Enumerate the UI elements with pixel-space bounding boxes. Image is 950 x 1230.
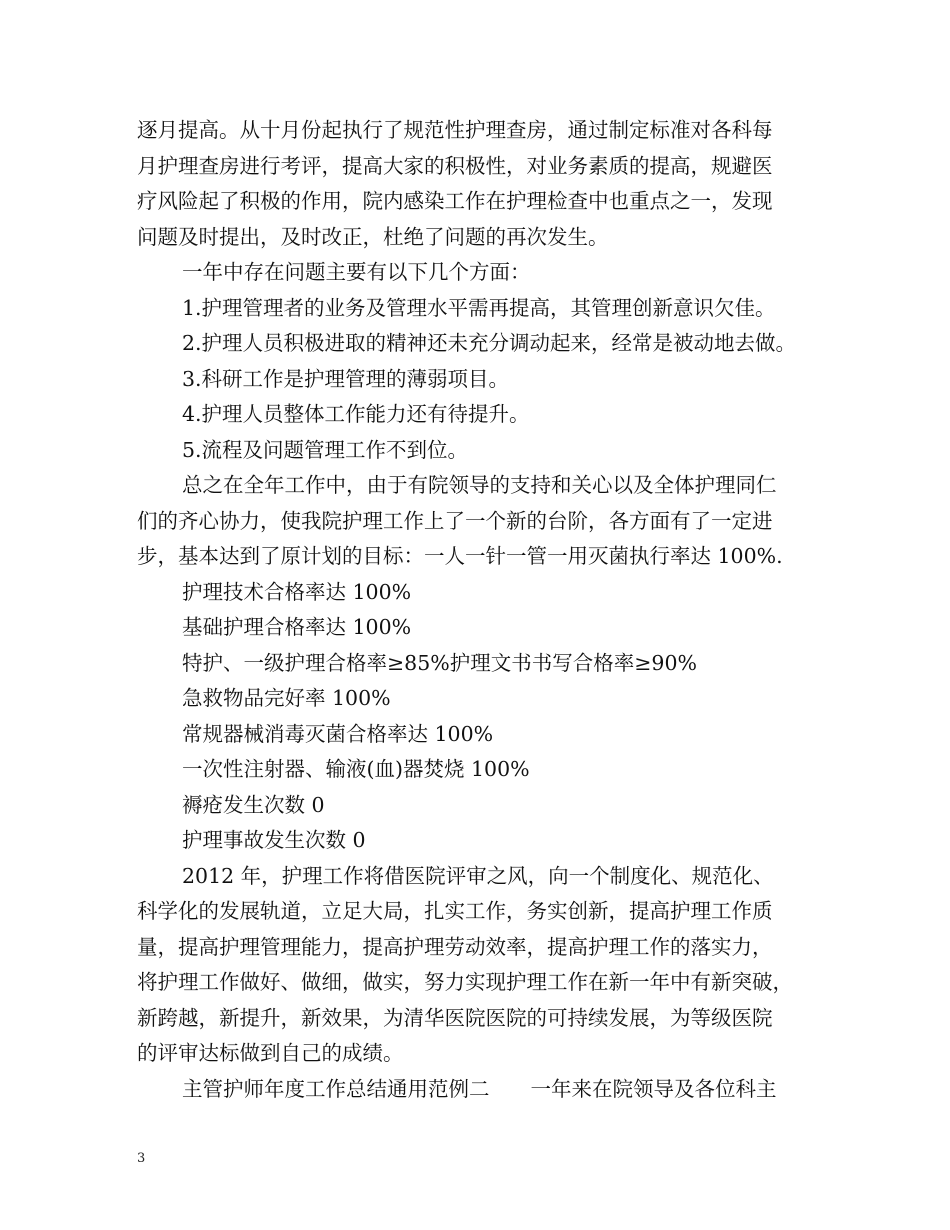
list-item: 1.护理管理者的业务及管理水平需再提高，其管理创新意识欠佳。: [182, 295, 776, 320]
text-line: 2012 年，护理工作将借医院评审之风，向一个制度化、规范化、: [182, 863, 774, 888]
text-line: 主管护师年度工作总结通用范例二 一年来在院领导及各位科主: [182, 1076, 777, 1101]
text-line: 将护理工作做好、做细，做实，努力实现护理工作在新一年中有新突破，: [137, 970, 793, 994]
text-line: 总之在全年工作中，由于有院领导的支持和关心以及全体护理同仁: [182, 473, 777, 497]
text-line: 步，基本达到了原计划的目标：一人一针一管一用灭菌执行率达 100%.: [137, 544, 783, 568]
stat-line: 特护、一级护理合格率≥85%护理文书书写合格率≥90%: [182, 650, 697, 675]
text-line: 疗风险起了积极的作用，院内感染工作在护理检查中也重点之一，发现: [137, 189, 773, 213]
stat-line: 护理技术合格率达 100%: [182, 579, 412, 604]
page-number: 3: [137, 1151, 146, 1166]
list-item: 4.护理人员整体工作能力还有待提升。: [182, 402, 530, 426]
text-line: 逐月提高。从十月份起执行了规范性护理查房，通过制定标准对各科每: [137, 118, 773, 142]
text-line: 的评审达标做到自己的成绩。: [137, 1041, 404, 1065]
text-line: 月护理查房进行考评，提高大家的积极性，对业务素质的提高，规避医: [137, 153, 773, 178]
stat-line: 常规器械消毒灭菌合格率达 100%: [182, 721, 494, 746]
list-item: 5.流程及问题管理工作不到位。: [182, 437, 469, 462]
text-line: 科学化的发展轨道，立足大局，扎实工作，务实创新，提高护理工作质: [137, 899, 773, 923]
text-line: 量，提高护理管理能力，提高护理劳动效率，提高护理工作的落实力，: [137, 934, 773, 959]
stat-line: 基础护理合格率达 100%: [182, 615, 412, 639]
list-item: 2.护理人员积极进取的精神还未充分调动起来，经常是被动地去做。: [182, 331, 797, 355]
stat-line: 褥疮发生次数 0: [182, 792, 325, 817]
stat-line: 一次性注射器、输液(血)器焚烧 100%: [182, 757, 530, 781]
stat-line: 护理事故发生次数 0: [182, 828, 366, 852]
document-body: [137, 113, 827, 1107]
text-line: 们的齐心协力，使我院护理工作上了一个新的台阶，各方面有了一定进: [137, 508, 773, 533]
stat-line: 急救物品完好率 100%: [182, 686, 391, 710]
text-line: 新跨越，新提升，新效果，为清华医院医院的可持续发展，为等级医院: [137, 1005, 773, 1030]
text-line: 一年中存在问题主要有以下几个方面：: [182, 260, 531, 284]
list-item: 3.科研工作是护理管理的薄弱项目。: [182, 366, 510, 391]
text-line: 问题及时提出，及时改正，杜绝了问题的再次发生。: [137, 224, 609, 249]
